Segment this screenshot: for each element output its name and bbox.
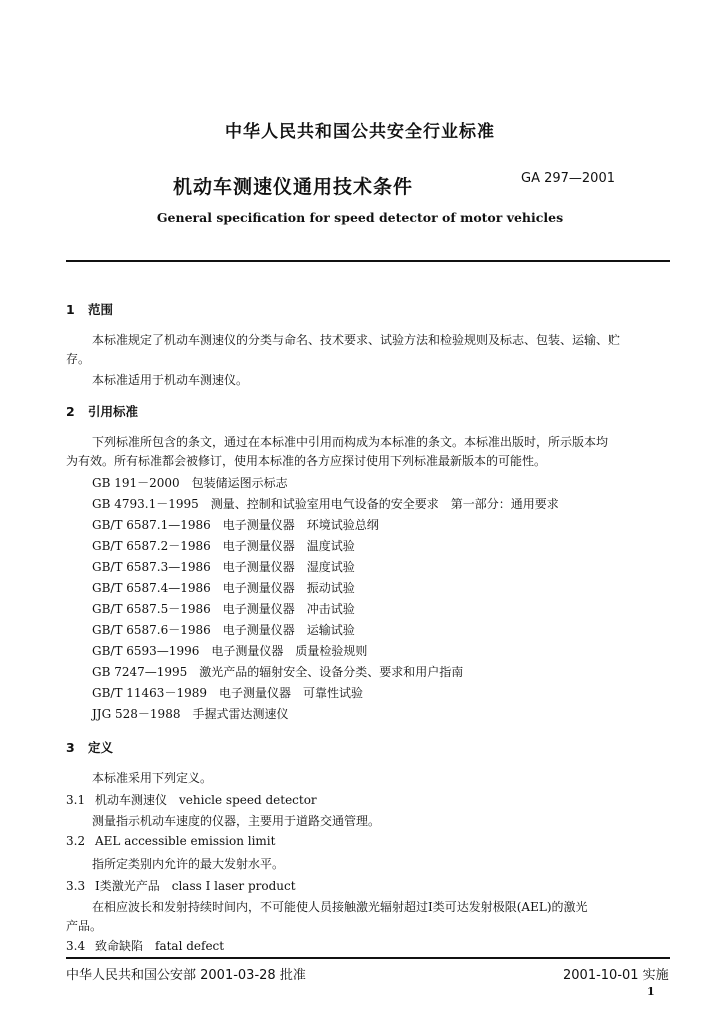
section-2-heading (66, 402, 138, 420)
definition-term (66, 877, 296, 894)
reference-item: GB 7247—1995 激光产品的辐射安全、设备分类、要求和用户指南 (92, 665, 464, 679)
term-label: 致命缺陷 fatal defect (95, 939, 225, 953)
definition-text: 指所定类别内允许的最大发射水平。 (92, 857, 285, 871)
approval-line: 中华人民共和国公安部 2001-03-28 批准 (66, 968, 306, 983)
paragraph: 本标准规定了机动车测速仪的分类与命名、技术要求、试验方法和检验规则及标志、包装、运输、贮 (92, 333, 621, 347)
reference-item: GB/T 6593—1996 电子测量仪器 质量检验规则 (92, 644, 368, 658)
paragraph: 为有效。所有标准都会被修订，使用本标准的各方应探讨使用下列标准最新版本的可能性。 (66, 454, 547, 468)
definition-number: 3.3 (66, 879, 86, 893)
section-title: 定义 (88, 740, 114, 755)
paragraph: 下列标准所包含的条文，通过在本标准中引用而构成为本标准的条文。本标准出版时，所示版本均 (92, 435, 609, 449)
reference-item: GB/T 6587.4—1986 电子测量仪器 振动试验 (92, 581, 355, 595)
definition-term (66, 834, 275, 848)
section-1-heading (66, 300, 113, 318)
reference-item: GB/T 6587.2－1986 电子测量仪器 温度试验 (92, 539, 355, 553)
implementation-date: 2001-10-01 实施 (563, 968, 669, 983)
definition-number: 3.2 (66, 834, 86, 848)
paragraph: 本标准适用于机动车测速仪。 (92, 373, 249, 387)
bottom-divider (66, 957, 670, 959)
standard-number: GA 297—2001 (521, 171, 615, 186)
reference-item: GB/T 6587.5－1986 电子测量仪器 冲击试验 (92, 602, 355, 616)
reference-item: GB/T 6587.1—1986 电子测量仪器 环境试验总纲 (92, 518, 379, 532)
definition-text: 测量指示机动车速度的仪器，主要用于道路交通管理。 (92, 814, 381, 828)
definition-term (66, 937, 224, 954)
section-number: 2 (66, 404, 75, 419)
reference-item: GB/T 6587.6－1986 电子测量仪器 运输试验 (92, 623, 355, 637)
document-title: 机动车测速仪通用技术条件 (173, 176, 414, 198)
top-divider (66, 260, 670, 262)
section-number: 3 (66, 740, 75, 755)
definition-text: 在相应波长和发射持续时间内，不可能使人员接触激光辐射超过Ⅰ类可达发射极限(AEL)的激光 (92, 900, 588, 914)
section-title: 范围 (88, 302, 114, 317)
reference-item: JJG 528－1988 手握式雷达测速仪 (92, 707, 289, 721)
section-number: 1 (66, 302, 75, 317)
term-label: Ⅰ类激光产品 class Ⅰ laser product (95, 879, 296, 893)
definition-text: 产品。 (66, 919, 103, 933)
section-title: 引用标准 (88, 404, 139, 419)
term-label: AEL accessible emission limit (95, 834, 276, 848)
section-3-heading (66, 738, 113, 756)
org-header: 中华人民共和国公共安全行业标准 (225, 122, 495, 142)
definition-number: 3.4 (66, 939, 86, 953)
reference-item: GB 4793.1－1995 测量、控制和试验室用电气设备的安全要求 第一部分：通用要求 (92, 497, 559, 511)
paragraph: 存。 (66, 352, 91, 366)
reference-item: GB/T 11463－1989 电子测量仪器 可靠性试验 (92, 686, 363, 700)
reference-item: GB/T 6587.3—1986 电子测量仪器 湿度试验 (92, 560, 355, 574)
english-title: General specification for speed detector of motor vehicles (156, 210, 564, 225)
reference-item: GB 191－2000 包装储运图示标志 (92, 476, 288, 490)
definition-number: 3.1 (66, 793, 86, 807)
term-label: 机动车测速仪 vehicle speed detector (95, 793, 317, 807)
definition-term (66, 791, 317, 808)
paragraph: 本标准采用下列定义。 (92, 771, 213, 785)
page-number: 1 (647, 985, 655, 998)
